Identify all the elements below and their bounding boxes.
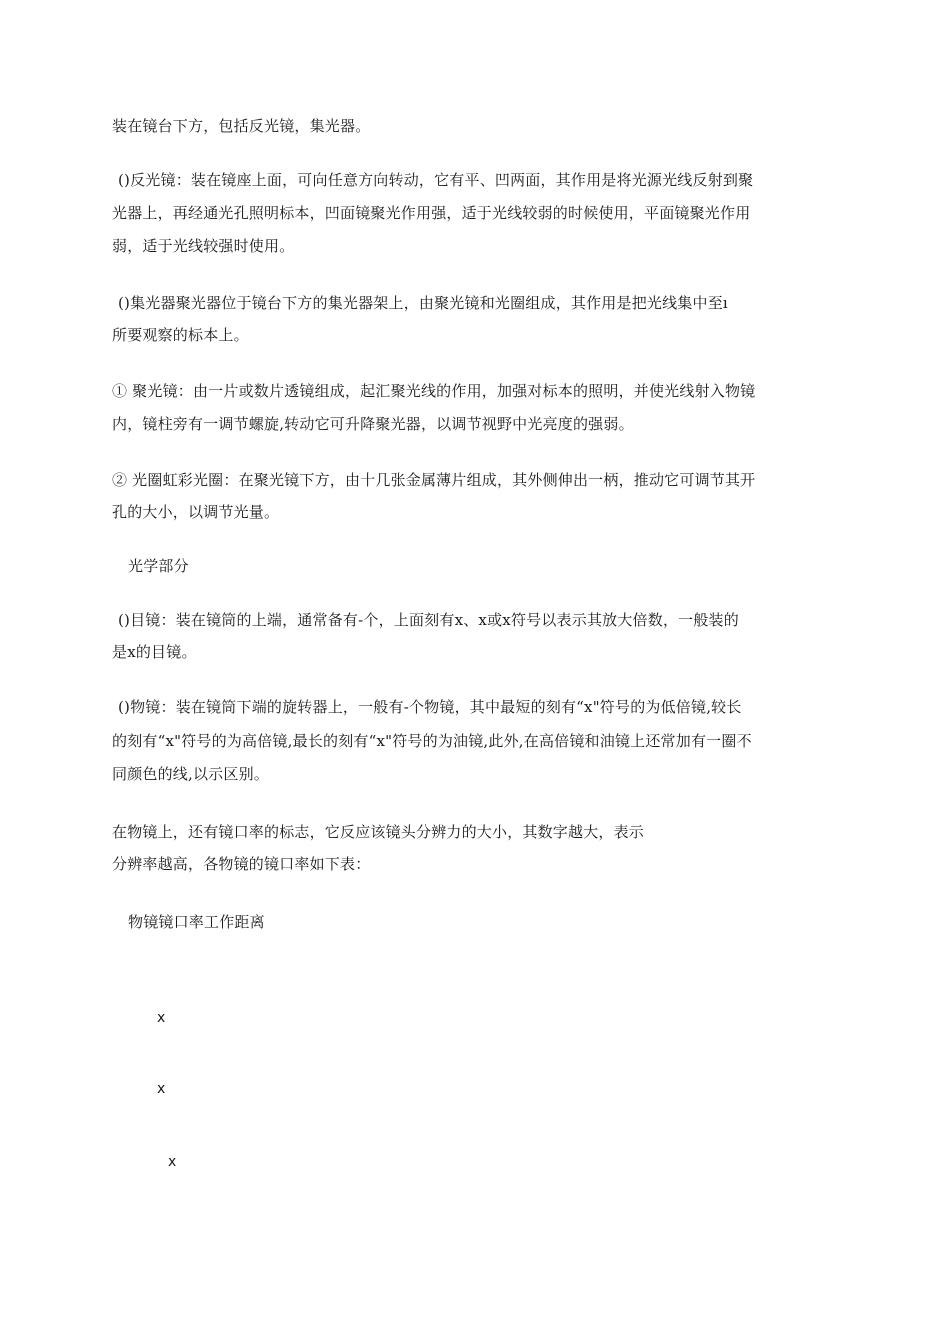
table-row-mark: x	[157, 1010, 166, 1026]
table-header-text: 物镜镜口率工作距离	[128, 913, 265, 931]
paragraph-iris-line-1: ② 光圈虹彩光圈：在聚光镜下方，由十几张金属薄片组成，其外侧伸出一柄，推动它可调节其开	[112, 471, 756, 489]
paragraph-mirror-line-1: ()反光镜：装在镜座上面，可向任意方向转动，它有平、凹两面，其作用是将光源光线反射到聚	[118, 171, 754, 189]
section-heading-optics: 光学部分	[128, 557, 189, 575]
table-row-mark: x	[157, 1081, 166, 1097]
paragraph-aperture-line-1: 在物镜上，还有镜口率的标志，它反应该镜头分辨力的大小，其数字越大，表示	[112, 823, 645, 841]
paragraph-condenser-line-1: ()集光器聚光器位于镜台下方的集光器架上，由聚光镜和光圈组成，其作用是把光线集中至ı	[118, 294, 728, 312]
table-row-mark: x	[168, 1154, 177, 1170]
paragraph-aperture-line-2: 分辨率越高，各物镜的镜口率如下表：	[112, 855, 371, 873]
paragraph-eyepiece-line-2: 是x的目镜。	[112, 643, 197, 661]
paragraph-objective-line-3: 同颜色的线,以示区别。	[112, 765, 269, 783]
paragraph-objective-line-2: 的刻有“x"符号的为高倍镜,最长的刻有“x"符号的为油镜,此外,在高倍镜和油镜上还常加有一圈不	[112, 732, 752, 750]
paragraph-intro: 装在镜台下方，包括反光镜，集光器。	[112, 117, 371, 135]
paragraph-iris-line-2: 孔的大小，以调节光量。	[112, 503, 280, 521]
paragraph-eyepiece-line-1: ()目镜：装在镜筒的上端，通常备有-个，上面刻有x、x或x符号以表示其放大倍数，一般装的	[118, 611, 739, 629]
paragraph-objective-line-1: ()物镜：装在镜筒下端的旋转器上，一般有-个物镜，其中最短的刻有“x"符号的为低倍镜,较长	[118, 698, 742, 716]
paragraph-condenser-line-2: 所要观察的标本上。	[112, 326, 249, 344]
paragraph-condenser-lens-line-2: 内，镜柱旁有一调节螺旋,转动它可升降聚光器，以调节视野中光亮度的强弱。	[112, 415, 634, 433]
paragraph-mirror-line-3: 弱，适于光线较强时使用。	[112, 237, 295, 255]
paragraph-mirror-line-2: 光器上，再经通光孔照明标本，凹面镜聚光作用强，适于光线较弱的时候使用，平面镜聚光作用	[112, 204, 751, 222]
paragraph-condenser-lens-line-1: ① 聚光镜：由一片或数片透镜组成，起汇聚光线的作用，加强对标本的照明，并使光线射入物镜	[112, 382, 756, 400]
